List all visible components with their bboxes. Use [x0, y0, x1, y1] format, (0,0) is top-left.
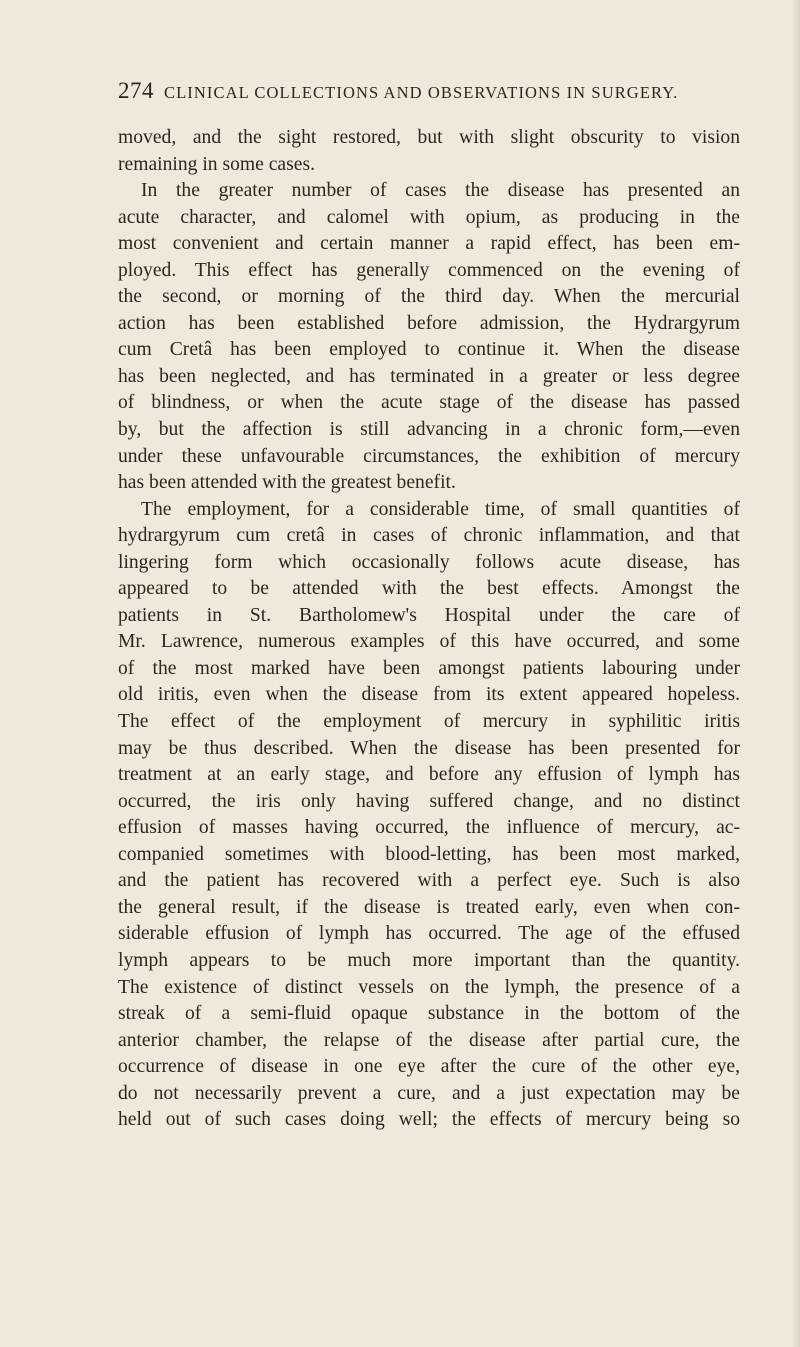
- text-line: of blindness, or when the acute stage of the disease has passed: [118, 392, 740, 414]
- text-line: by, but the affection is still advancing in a chronic form,—even: [118, 419, 740, 441]
- text-line: The existence of distinct vessels on the lymph, the presence of a: [118, 976, 740, 998]
- text-line: do not necessarily prevent a cure, and a just expectation may be: [118, 1082, 740, 1104]
- text-line: cum Cretâ has been employed to continue it. When the disease: [118, 339, 740, 361]
- text-line: Mr. Lawrence, numerous examples of this have occurred, and some: [118, 631, 740, 653]
- text-line: treatment at an early stage, and before any effusion of lymph has: [118, 764, 740, 786]
- text-line: has been neglected, and has terminated in a greater or less degree: [118, 365, 740, 387]
- text-line: under these unfavourable circumstances, the exhibition of mercury: [118, 445, 740, 467]
- text-line: and the patient has recovered with a perfect eye. Such is also: [118, 870, 740, 892]
- text-line: occurrence of disease in one eye after the cure of the other eye,: [118, 1056, 740, 1078]
- text-line: hydrargyrum cum cretâ in cases of chronic inflammation, and that: [118, 525, 740, 547]
- text-line: anterior chamber, the relapse of the disease after partial cure, the: [118, 1029, 740, 1051]
- body-text: [118, 125, 740, 1134]
- text-line: of the most marked have been amongst patients labouring under: [118, 657, 740, 679]
- text-line: The employment, for a considerable time, of small quantities of: [141, 498, 740, 520]
- text-line: effusion of masses having occurred, the influence of mercury, ac-: [118, 817, 740, 839]
- text-line: appeared to be attended with the best effects. Amongst the: [118, 578, 740, 600]
- text-line: In the greater number of cases the disease has presented an: [141, 180, 740, 202]
- text-line: has been attended with the greatest benefit.: [118, 472, 456, 494]
- text-line: patients in St. Bartholomew's Hospital under the care of: [118, 604, 740, 626]
- page-edge-shadow: [792, 0, 800, 1347]
- text-line: acute character, and calomel with opium, as producing in the: [118, 206, 740, 228]
- text-line: lymph appears to be much more important than the quantity.: [118, 949, 740, 971]
- text-line: held out of such cases doing well; the effects of mercury being so: [118, 1109, 740, 1131]
- running-title: CLINICAL COLLECTIONS AND OBSERVATIONS IN SURGERY.: [164, 83, 679, 102]
- text-line: The effect of the employment of mercury in syphilitic iritis: [118, 711, 740, 733]
- text-line: siderable effusion of lymph has occurred. The age of the effused: [118, 923, 740, 945]
- text-line: action has been established before admission, the Hydrargyrum: [118, 312, 740, 334]
- text-line: old iritis, even when the disease from its extent appeared hopeless.: [118, 684, 740, 706]
- text-line: streak of a semi-fluid opaque substance in the bottom of the: [118, 1003, 740, 1025]
- running-head: [118, 78, 718, 108]
- text-line: companied sometimes with blood-letting, has been most marked,: [118, 843, 740, 865]
- text-line: the general result, if the disease is treated early, even when con-: [118, 896, 740, 918]
- text-line: occurred, the iris only having suffered change, and no distinct: [118, 790, 740, 812]
- page-number: 274: [118, 78, 154, 103]
- text-line: lingering form which occasionally follows acute disease, has: [118, 551, 740, 573]
- text-line: the second, or morning of the third day. When the mercurial: [118, 286, 740, 308]
- text-line: most convenient and certain manner a rapid effect, has been em-: [118, 233, 740, 255]
- text-line: ployed. This effect has generally commenced on the evening of: [118, 259, 740, 281]
- text-line: remaining in some cases.: [118, 153, 315, 175]
- text-line: moved, and the sight restored, but with slight obscurity to vision: [118, 127, 740, 148]
- text-line: may be thus described. When the disease has been presented for: [118, 737, 740, 759]
